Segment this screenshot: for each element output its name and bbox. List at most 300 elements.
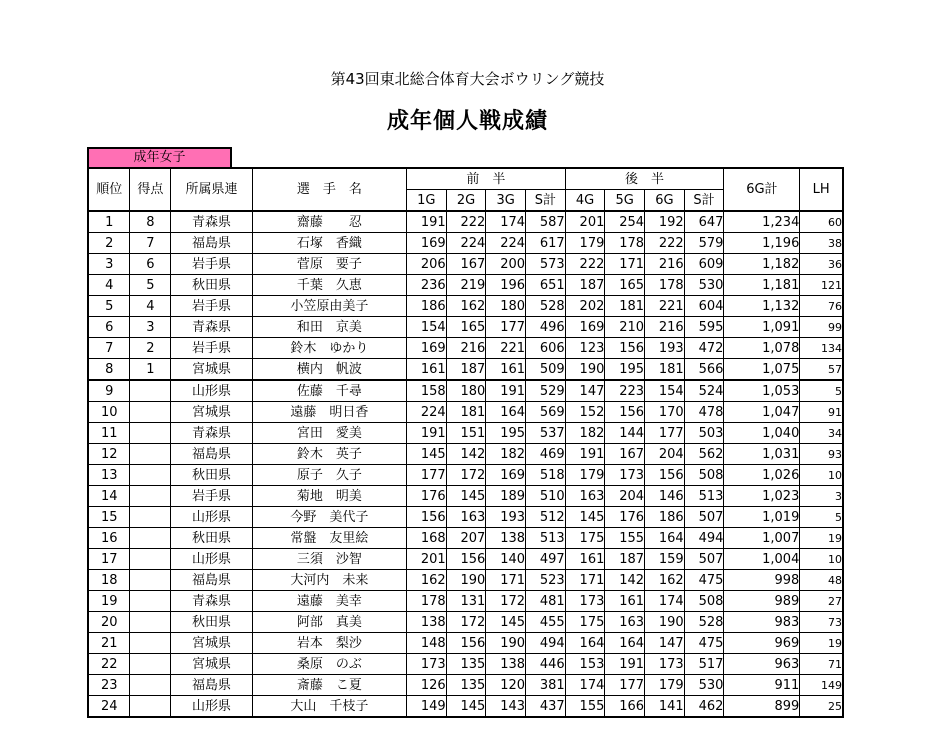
game4-cell: 174 (565, 675, 605, 696)
table-row (88, 486, 843, 507)
game2-cell: 180 (446, 380, 486, 402)
header-g6: 6G (645, 190, 685, 212)
rank-cell: 1 (88, 211, 130, 233)
points-cell (130, 528, 171, 549)
table-row (88, 233, 843, 254)
player-name-cell: 横内 帆波 (252, 359, 406, 381)
subtotal2-cell: 528 (684, 612, 724, 633)
game4-cell: 175 (565, 528, 605, 549)
player-name-cell: 鈴木 英子 (252, 444, 406, 465)
points-cell: 4 (130, 296, 171, 317)
table-row (88, 507, 843, 528)
player-name-cell: 和田 京美 (252, 317, 406, 338)
game4-cell: 163 (565, 486, 605, 507)
game4-cell: 191 (565, 444, 605, 465)
game1-cell: 149 (407, 696, 447, 718)
game5-cell: 142 (605, 570, 645, 591)
prefecture-cell: 宮城県 (171, 359, 253, 381)
prefecture-cell: 秋田県 (171, 612, 253, 633)
subtotal1-cell: 381 (526, 675, 566, 696)
game1-cell: 154 (407, 317, 447, 338)
rank-cell: 19 (88, 591, 130, 612)
game3-cell: 193 (486, 507, 526, 528)
rank-cell: 22 (88, 654, 130, 675)
game3-cell: 200 (486, 254, 526, 275)
points-cell (130, 675, 171, 696)
game4-cell: 147 (565, 380, 605, 402)
rank-cell: 6 (88, 317, 130, 338)
game1-cell: 126 (407, 675, 447, 696)
table-row (88, 359, 843, 381)
player-name-cell: 鈴木 ゆかり (252, 338, 406, 359)
subtotal2-cell: 508 (684, 591, 724, 612)
game4-cell: 201 (565, 211, 605, 233)
points-cell (130, 612, 171, 633)
game4-cell: 190 (565, 359, 605, 381)
lh-cell: 71 (800, 654, 843, 675)
subtotal2-cell: 507 (684, 507, 724, 528)
game5-cell: 161 (605, 591, 645, 612)
subtotal2-cell: 566 (684, 359, 724, 381)
game1-cell: 176 (407, 486, 447, 507)
lh-cell: 149 (800, 675, 843, 696)
game1-cell: 162 (407, 570, 447, 591)
rank-cell: 24 (88, 696, 130, 718)
prefecture-cell: 宮城県 (171, 654, 253, 675)
player-name-cell: 菅原 要子 (252, 254, 406, 275)
rank-cell: 12 (88, 444, 130, 465)
prefecture-cell: 岩手県 (171, 254, 253, 275)
total-cell: 1,040 (724, 423, 800, 444)
game2-cell: 187 (446, 359, 486, 381)
rank-cell: 15 (88, 507, 130, 528)
subtotal1-cell: 651 (526, 275, 566, 296)
total-cell: 1,031 (724, 444, 800, 465)
game3-cell: 196 (486, 275, 526, 296)
game1-cell: 236 (407, 275, 447, 296)
game4-cell: 164 (565, 633, 605, 654)
points-cell (130, 380, 171, 402)
total-cell: 1,181 (724, 275, 800, 296)
game3-cell: 164 (486, 402, 526, 423)
header-first-half: 前 半 (407, 168, 566, 190)
game1-cell: 145 (407, 444, 447, 465)
rank-cell: 11 (88, 423, 130, 444)
prefecture-cell: 青森県 (171, 317, 253, 338)
header-second-half: 後 半 (565, 168, 724, 190)
game1-cell: 148 (407, 633, 447, 654)
lh-cell: 34 (800, 423, 843, 444)
points-cell (130, 654, 171, 675)
subtotal2-cell: 475 (684, 633, 724, 654)
prefecture-cell: 山形県 (171, 507, 253, 528)
subtotal2-cell: 647 (684, 211, 724, 233)
total-cell: 1,132 (724, 296, 800, 317)
game2-cell: 172 (446, 465, 486, 486)
game1-cell: 168 (407, 528, 447, 549)
game2-cell: 216 (446, 338, 486, 359)
subtotal2-cell: 478 (684, 402, 724, 423)
prefecture-cell: 秋田県 (171, 528, 253, 549)
game1-cell: 169 (407, 338, 447, 359)
game6-cell: 181 (645, 359, 685, 381)
header-points: 得点 (130, 168, 171, 211)
table-row (88, 654, 843, 675)
subtotal2-cell: 524 (684, 380, 724, 402)
game1-cell: 161 (407, 359, 447, 381)
subtotal1-cell: 469 (526, 444, 566, 465)
game5-cell: 173 (605, 465, 645, 486)
game1-cell: 191 (407, 423, 447, 444)
rank-cell: 3 (88, 254, 130, 275)
subtotal2-cell: 517 (684, 654, 724, 675)
game2-cell: 162 (446, 296, 486, 317)
prefecture-cell: 岩手県 (171, 338, 253, 359)
table-row (88, 675, 843, 696)
header-g2: 2G (446, 190, 486, 212)
rank-cell: 21 (88, 633, 130, 654)
prefecture-cell: 岩手県 (171, 486, 253, 507)
rank-cell: 4 (88, 275, 130, 296)
header-g5: 5G (605, 190, 645, 212)
lh-cell: 134 (800, 338, 843, 359)
game6-cell: 222 (645, 233, 685, 254)
table-row (88, 317, 843, 338)
player-name-cell: 大山 千枝子 (252, 696, 406, 718)
subtotal2-cell: 530 (684, 675, 724, 696)
game5-cell: 191 (605, 654, 645, 675)
rank-cell: 10 (88, 402, 130, 423)
total-cell: 998 (724, 570, 800, 591)
game6-cell: 204 (645, 444, 685, 465)
table-row (88, 444, 843, 465)
game3-cell: 221 (486, 338, 526, 359)
game2-cell: 135 (446, 675, 486, 696)
player-name-cell: 斎藤 こ夏 (252, 675, 406, 696)
points-cell (130, 549, 171, 570)
lh-cell: 19 (800, 633, 843, 654)
game6-cell: 162 (645, 570, 685, 591)
lh-cell: 3 (800, 486, 843, 507)
table-row (88, 275, 843, 296)
prefecture-cell: 山形県 (171, 696, 253, 718)
game5-cell: 164 (605, 633, 645, 654)
subtotal2-cell: 562 (684, 444, 724, 465)
subtotal1-cell: 512 (526, 507, 566, 528)
header-s2: S計 (684, 190, 724, 212)
table-row (88, 612, 843, 633)
header-g3: 3G (486, 190, 526, 212)
game5-cell: 177 (605, 675, 645, 696)
prefecture-cell: 岩手県 (171, 296, 253, 317)
game4-cell: 145 (565, 507, 605, 528)
game4-cell: 171 (565, 570, 605, 591)
game5-cell: 156 (605, 402, 645, 423)
table-row (88, 296, 843, 317)
player-name-cell: 三須 沙智 (252, 549, 406, 570)
game3-cell: 172 (486, 591, 526, 612)
game2-cell: 165 (446, 317, 486, 338)
game6-cell: 186 (645, 507, 685, 528)
game5-cell: 181 (605, 296, 645, 317)
game6-cell: 221 (645, 296, 685, 317)
game5-cell: 178 (605, 233, 645, 254)
subtotal1-cell: 509 (526, 359, 566, 381)
game3-cell: 180 (486, 296, 526, 317)
subtotal1-cell: 587 (526, 211, 566, 233)
player-name-cell: 遠藤 明日香 (252, 402, 406, 423)
game3-cell: 145 (486, 612, 526, 633)
subtotal2-cell: 579 (684, 233, 724, 254)
game6-cell: 170 (645, 402, 685, 423)
rank-cell: 13 (88, 465, 130, 486)
game4-cell: 179 (565, 465, 605, 486)
game1-cell: 158 (407, 380, 447, 402)
game1-cell: 206 (407, 254, 447, 275)
game2-cell: 163 (446, 507, 486, 528)
lh-cell: 19 (800, 528, 843, 549)
total-cell: 911 (724, 675, 800, 696)
game1-cell: 138 (407, 612, 447, 633)
points-cell (130, 570, 171, 591)
total-cell: 963 (724, 654, 800, 675)
lh-cell: 10 (800, 465, 843, 486)
table-row (88, 549, 843, 570)
subtotal1-cell: 446 (526, 654, 566, 675)
game4-cell: 169 (565, 317, 605, 338)
prefecture-cell: 青森県 (171, 591, 253, 612)
subtotal1-cell: 510 (526, 486, 566, 507)
prefecture-cell: 福島県 (171, 570, 253, 591)
game6-cell: 173 (645, 654, 685, 675)
subtotal2-cell: 494 (684, 528, 724, 549)
subtotal1-cell: 497 (526, 549, 566, 570)
game1-cell: 178 (407, 591, 447, 612)
rank-cell: 16 (88, 528, 130, 549)
game2-cell: 207 (446, 528, 486, 549)
game6-cell: 216 (645, 254, 685, 275)
points-cell (130, 696, 171, 718)
total-cell: 1,196 (724, 233, 800, 254)
lh-cell: 121 (800, 275, 843, 296)
total-cell: 1,053 (724, 380, 800, 402)
prefecture-cell: 山形県 (171, 549, 253, 570)
table-row (88, 254, 843, 275)
subtotal2-cell: 604 (684, 296, 724, 317)
prefecture-cell: 青森県 (171, 423, 253, 444)
game2-cell: 135 (446, 654, 486, 675)
header-g4: 4G (565, 190, 605, 212)
game6-cell: 146 (645, 486, 685, 507)
game3-cell: 169 (486, 465, 526, 486)
player-name-cell: 佐藤 千尋 (252, 380, 406, 402)
game1-cell: 186 (407, 296, 447, 317)
subtotal1-cell: 569 (526, 402, 566, 423)
subtotal2-cell: 530 (684, 275, 724, 296)
game3-cell: 182 (486, 444, 526, 465)
total-cell: 899 (724, 696, 800, 718)
lh-cell: 27 (800, 591, 843, 612)
game1-cell: 224 (407, 402, 447, 423)
subtotal2-cell: 503 (684, 423, 724, 444)
game2-cell: 222 (446, 211, 486, 233)
points-cell (130, 591, 171, 612)
total-cell: 1,023 (724, 486, 800, 507)
points-cell: 8 (130, 211, 171, 233)
game2-cell: 145 (446, 486, 486, 507)
subtotal1-cell: 617 (526, 233, 566, 254)
game1-cell: 177 (407, 465, 447, 486)
player-name-cell: 岩本 梨沙 (252, 633, 406, 654)
game4-cell: 187 (565, 275, 605, 296)
subtotal2-cell: 595 (684, 317, 724, 338)
player-name-cell: 原子 久子 (252, 465, 406, 486)
prefecture-cell: 秋田県 (171, 275, 253, 296)
game5-cell: 210 (605, 317, 645, 338)
header-player: 選 手 名 (252, 168, 406, 211)
table-row (88, 338, 843, 359)
prefecture-cell: 福島県 (171, 233, 253, 254)
subtotal2-cell: 475 (684, 570, 724, 591)
lh-cell: 76 (800, 296, 843, 317)
subtotal1-cell: 481 (526, 591, 566, 612)
game3-cell: 161 (486, 359, 526, 381)
table-row (88, 402, 843, 423)
prefecture-cell: 宮城県 (171, 633, 253, 654)
total-cell: 969 (724, 633, 800, 654)
game6-cell: 164 (645, 528, 685, 549)
points-cell: 7 (130, 233, 171, 254)
points-cell (130, 402, 171, 423)
game4-cell: 173 (565, 591, 605, 612)
rank-cell: 2 (88, 233, 130, 254)
game3-cell: 195 (486, 423, 526, 444)
game4-cell: 152 (565, 402, 605, 423)
table-row (88, 570, 843, 591)
subtotal1-cell: 523 (526, 570, 566, 591)
game2-cell: 156 (446, 633, 486, 654)
game3-cell: 138 (486, 654, 526, 675)
header-prefecture: 所属県連 (171, 168, 253, 211)
game4-cell: 202 (565, 296, 605, 317)
game6-cell: 193 (645, 338, 685, 359)
game6-cell: 147 (645, 633, 685, 654)
game6-cell: 156 (645, 465, 685, 486)
total-cell: 1,091 (724, 317, 800, 338)
player-name-cell: 桑原 のぶ (252, 654, 406, 675)
game5-cell: 204 (605, 486, 645, 507)
game6-cell: 216 (645, 317, 685, 338)
game3-cell: 174 (486, 211, 526, 233)
total-cell: 1,026 (724, 465, 800, 486)
game5-cell: 171 (605, 254, 645, 275)
game4-cell: 161 (565, 549, 605, 570)
game2-cell: 145 (446, 696, 486, 718)
player-name-cell: 宮田 愛美 (252, 423, 406, 444)
rank-cell: 7 (88, 338, 130, 359)
game2-cell: 172 (446, 612, 486, 633)
prefecture-cell: 福島県 (171, 675, 253, 696)
table-row (88, 633, 843, 654)
game5-cell: 156 (605, 338, 645, 359)
lh-cell: 99 (800, 317, 843, 338)
game2-cell: 190 (446, 570, 486, 591)
subtotal1-cell: 606 (526, 338, 566, 359)
points-cell: 6 (130, 254, 171, 275)
game6-cell: 192 (645, 211, 685, 233)
game2-cell: 219 (446, 275, 486, 296)
game5-cell: 254 (605, 211, 645, 233)
game2-cell: 151 (446, 423, 486, 444)
prefecture-cell: 宮城県 (171, 402, 253, 423)
game6-cell: 177 (645, 423, 685, 444)
game6-cell: 178 (645, 275, 685, 296)
subtotal1-cell: 494 (526, 633, 566, 654)
prefecture-cell: 青森県 (171, 211, 253, 233)
total-cell: 1,182 (724, 254, 800, 275)
lh-cell: 60 (800, 211, 843, 233)
subtotal2-cell: 513 (684, 486, 724, 507)
player-name-cell: 常盤 友里絵 (252, 528, 406, 549)
rank-cell: 8 (88, 359, 130, 381)
points-cell: 5 (130, 275, 171, 296)
game6-cell: 159 (645, 549, 685, 570)
lh-cell: 38 (800, 233, 843, 254)
lh-cell: 73 (800, 612, 843, 633)
game6-cell: 141 (645, 696, 685, 718)
player-name-cell: 石塚 香織 (252, 233, 406, 254)
subtotal1-cell: 455 (526, 612, 566, 633)
lh-cell: 48 (800, 570, 843, 591)
rank-cell: 18 (88, 570, 130, 591)
prefecture-cell: 山形県 (171, 380, 253, 402)
subtotal2-cell: 609 (684, 254, 724, 275)
game5-cell: 166 (605, 696, 645, 718)
total-cell: 1,078 (724, 338, 800, 359)
results-body (88, 211, 843, 717)
subtotal2-cell: 508 (684, 465, 724, 486)
total-cell: 1,019 (724, 507, 800, 528)
rank-cell: 20 (88, 612, 130, 633)
rank-cell: 17 (88, 549, 130, 570)
game3-cell: 191 (486, 380, 526, 402)
game4-cell: 153 (565, 654, 605, 675)
subtotal1-cell: 513 (526, 528, 566, 549)
lh-cell: 5 (800, 380, 843, 402)
total-cell: 1,234 (724, 211, 800, 233)
lh-cell: 5 (800, 507, 843, 528)
game3-cell: 143 (486, 696, 526, 718)
game2-cell: 181 (446, 402, 486, 423)
game3-cell: 120 (486, 675, 526, 696)
player-name-cell: 菊地 明美 (252, 486, 406, 507)
page-title: 成年個人戦成績 (386, 109, 548, 134)
points-cell (130, 444, 171, 465)
player-name-cell: 齋藤 忍 (252, 211, 406, 233)
game1-cell: 191 (407, 211, 447, 233)
points-cell (130, 507, 171, 528)
subtotal1-cell: 437 (526, 696, 566, 718)
game2-cell: 167 (446, 254, 486, 275)
game3-cell: 138 (486, 528, 526, 549)
game2-cell: 224 (446, 233, 486, 254)
game2-cell: 156 (446, 549, 486, 570)
subtotal1-cell: 518 (526, 465, 566, 486)
game4-cell: 123 (565, 338, 605, 359)
game5-cell: 165 (605, 275, 645, 296)
subtotal1-cell: 529 (526, 380, 566, 402)
player-name-cell: 千葉 久恵 (252, 275, 406, 296)
